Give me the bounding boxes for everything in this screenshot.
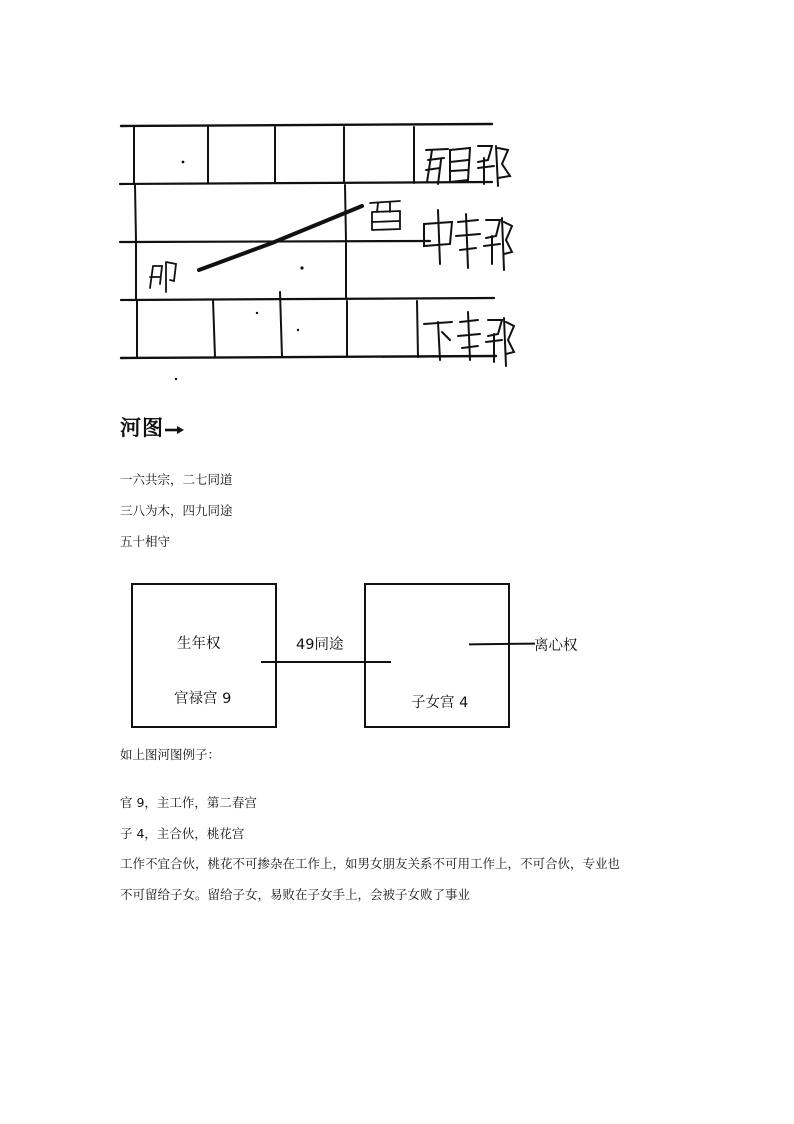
speck — [297, 329, 299, 331]
label-lower-sketch — [424, 312, 514, 366]
body-line-3: 工作不宜合伙，桃花不可掺杂在工作上，如男女朋友关系不可用工作上，不可合伙，专业也 — [120, 856, 621, 871]
body-line-2: 子 4，主合伙，桃花宫 — [120, 826, 245, 841]
char-you-sketch — [370, 201, 400, 230]
verse-line-2: 三八为木，四九同途 — [120, 503, 233, 518]
heading-text: 河图 — [120, 415, 164, 440]
hand-drawn-grid-figure — [0, 0, 794, 400]
speck — [175, 378, 177, 380]
arrow-icon — [165, 424, 185, 436]
caption: 如上图河图例子： — [120, 747, 221, 762]
label-head-sketch — [426, 146, 510, 186]
diagonal-stroke — [199, 206, 362, 270]
grid-line — [121, 298, 494, 300]
grid-line — [120, 182, 492, 184]
verse-line-3: 五十相守 — [120, 534, 171, 549]
right-box-bottom-text: 子女宫 4 — [411, 695, 469, 711]
left-box-top-text: 生年权 — [177, 636, 221, 652]
body-line-4: 不可留给子女。留给子女，易败在子女手上，会被子女败了事业 — [120, 887, 471, 902]
label-middle-sketch — [424, 210, 512, 270]
verse-line-1: 一六共宗，二七同道 — [120, 472, 233, 487]
connector-line — [261, 661, 391, 663]
body-line-1: 官 9，主工作，第二春宫 — [120, 795, 257, 810]
char-mao-sketch — [150, 262, 176, 292]
pointer-line — [469, 643, 535, 646]
left-box-bottom-text: 官禄宫 9 — [174, 691, 232, 707]
speck — [256, 312, 258, 314]
connector-label: 49同途 — [296, 637, 344, 653]
grid-line — [121, 124, 492, 126]
speck — [300, 266, 303, 269]
section-heading — [120, 412, 185, 442]
speck — [182, 161, 185, 164]
external-label: 离心权 — [534, 638, 578, 654]
